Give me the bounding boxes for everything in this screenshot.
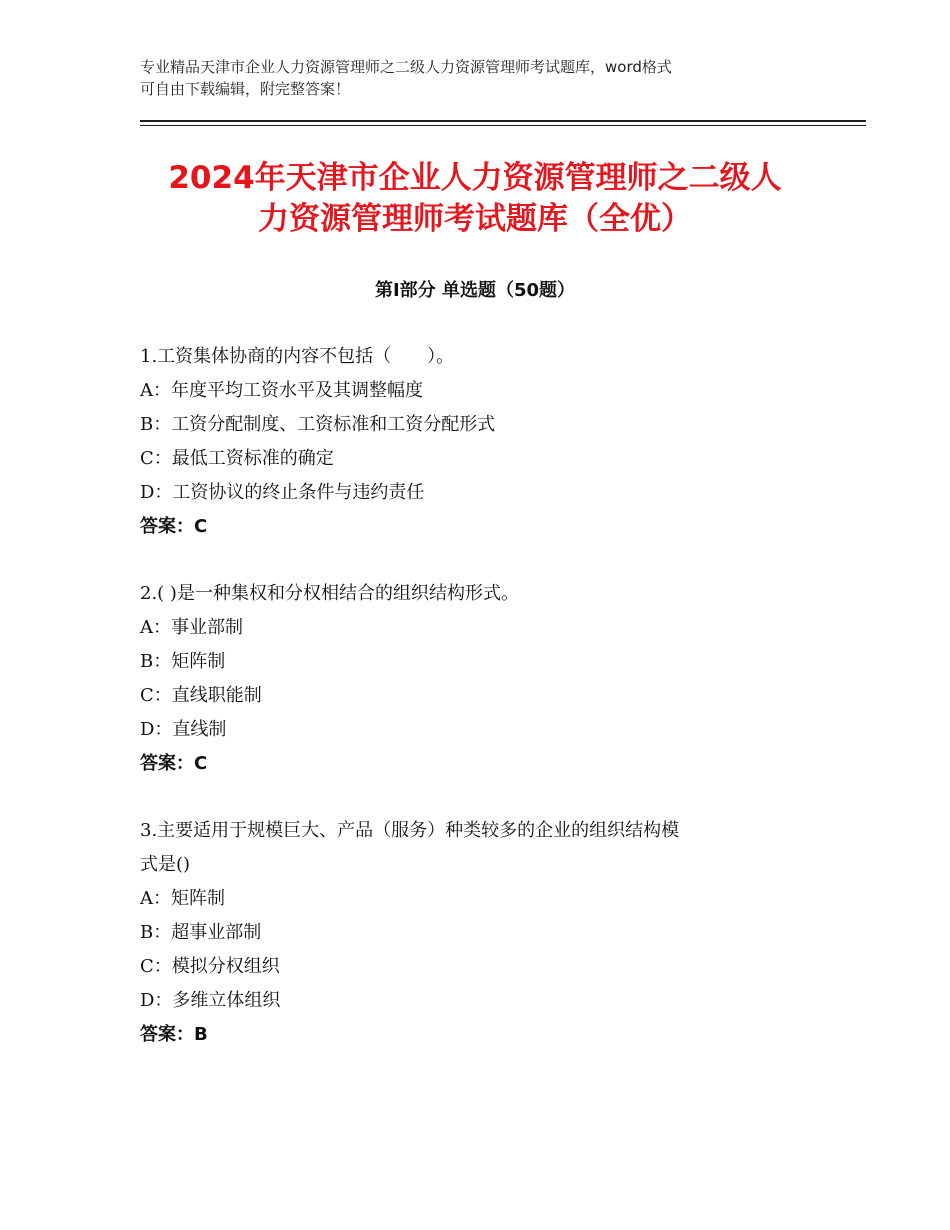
question-1	[140, 340, 820, 544]
title-line-1: 2024年天津市企业人力资源管理师之二级人	[168, 160, 782, 196]
header-divider-thin	[140, 125, 866, 126]
option-c: C：直线职能制	[140, 685, 262, 706]
question-list	[140, 340, 820, 1085]
option-d: D：直线制	[140, 719, 227, 740]
option-b: B：矩阵制	[140, 651, 226, 672]
title-line-2: 力资源管理师考试题库（全优）	[258, 201, 692, 237]
question-stem-line-1: 3.主要适用于规模巨大、产品（服务）种类较多的企业的组织结构模	[140, 820, 680, 841]
answer: 答案：C	[140, 516, 208, 537]
option-c: C：模拟分权组织	[140, 956, 280, 977]
header-note-line-1: 专业精品天津市企业人力资源管理师之二级人力资源管理师考试题库，word格式	[140, 58, 672, 76]
question-stem: 1.工资集体协商的内容不包括（ ）。	[140, 346, 455, 367]
question-3	[140, 814, 820, 1052]
question-2	[140, 577, 820, 781]
answer: 答案：C	[140, 753, 208, 774]
header-divider-thick	[140, 120, 866, 122]
answer: 答案：B	[140, 1024, 208, 1045]
document-title	[120, 158, 830, 240]
header-note-line-2: 可自由下载编辑，附完整答案！	[140, 80, 351, 98]
document-header-note	[140, 56, 820, 100]
question-stem-line-2: 式是()	[140, 854, 191, 875]
option-a: A：年度平均工资水平及其调整幅度	[140, 380, 423, 401]
question-stem: 2.( )是一种集权和分权相结合的组织结构形式。	[140, 583, 519, 604]
option-a: A：矩阵制	[140, 888, 225, 909]
section-heading: 第Ⅰ部分 单选题（50题）	[374, 280, 575, 301]
option-c: C：最低工资标准的确定	[140, 448, 334, 469]
option-d: D：工资协议的终止条件与违约责任	[140, 482, 425, 503]
option-b: B：超事业部制	[140, 922, 262, 943]
option-b: B：工资分配制度、工资标准和工资分配形式	[140, 414, 496, 435]
option-a: A：事业部制	[140, 617, 243, 638]
option-d: D：多维立体组织	[140, 990, 281, 1011]
